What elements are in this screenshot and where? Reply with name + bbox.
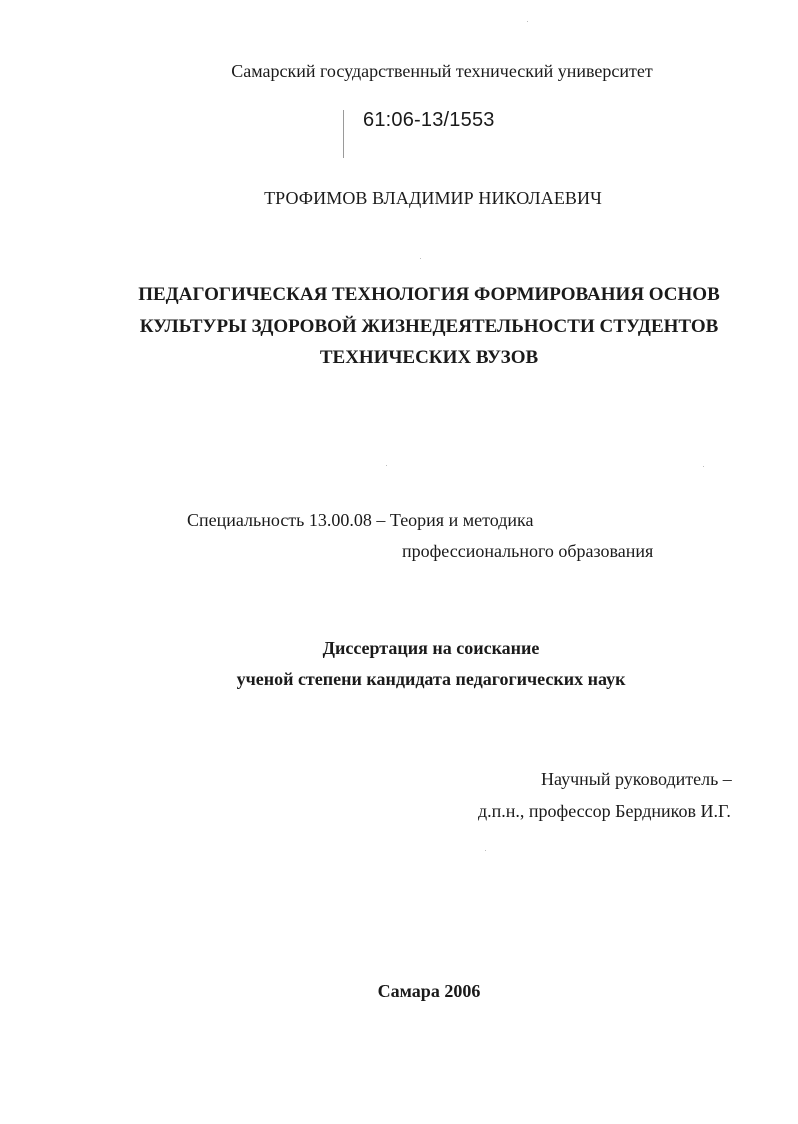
scan-speck: [703, 466, 704, 467]
supervisor-line-1: Научный руководитель –: [541, 769, 732, 789]
author-name: ТРОФИМОВ ВЛАДИМИР НИКОЛАЕВИЧ: [264, 188, 602, 208]
title-line-2: КУЛЬТУРЫ ЗДОРОВОЙ ЖИЗНЕДЕЯТЕЛЬНОСТИ СТУДЕНТОВ: [139, 316, 719, 337]
scan-speck: [420, 258, 421, 259]
city-year: Самара 2006: [377, 981, 481, 1001]
specialty-line-2: профессионального образования: [402, 541, 654, 561]
title-line-3: ТЕХНИЧЕСКИХ ВУЗОВ: [319, 347, 539, 368]
scan-speck: [527, 21, 528, 22]
catalog-number: 61:06-13/1553: [363, 109, 495, 131]
title-line-1: ПЕДАГОГИЧЕСКАЯ ТЕХНОЛОГИЯ ФОРМИРОВАНИЯ ОСНОВ: [138, 284, 720, 305]
catalog-margin-mark: [343, 110, 344, 158]
dissertation-line-1: Диссертация на соискание: [322, 638, 540, 658]
university-name: Самарский государственный технический университет: [231, 61, 653, 81]
scan-speck: [485, 850, 486, 851]
dissertation-line-2: ученой степени кандидата педагогических наук: [236, 669, 626, 689]
supervisor-line-2: д.п.н., профессор Бердников И.Г.: [478, 801, 731, 821]
scan-speck: [386, 465, 387, 466]
specialty-line-1: Специальность 13.00.08 – Теория и методика: [187, 510, 534, 530]
